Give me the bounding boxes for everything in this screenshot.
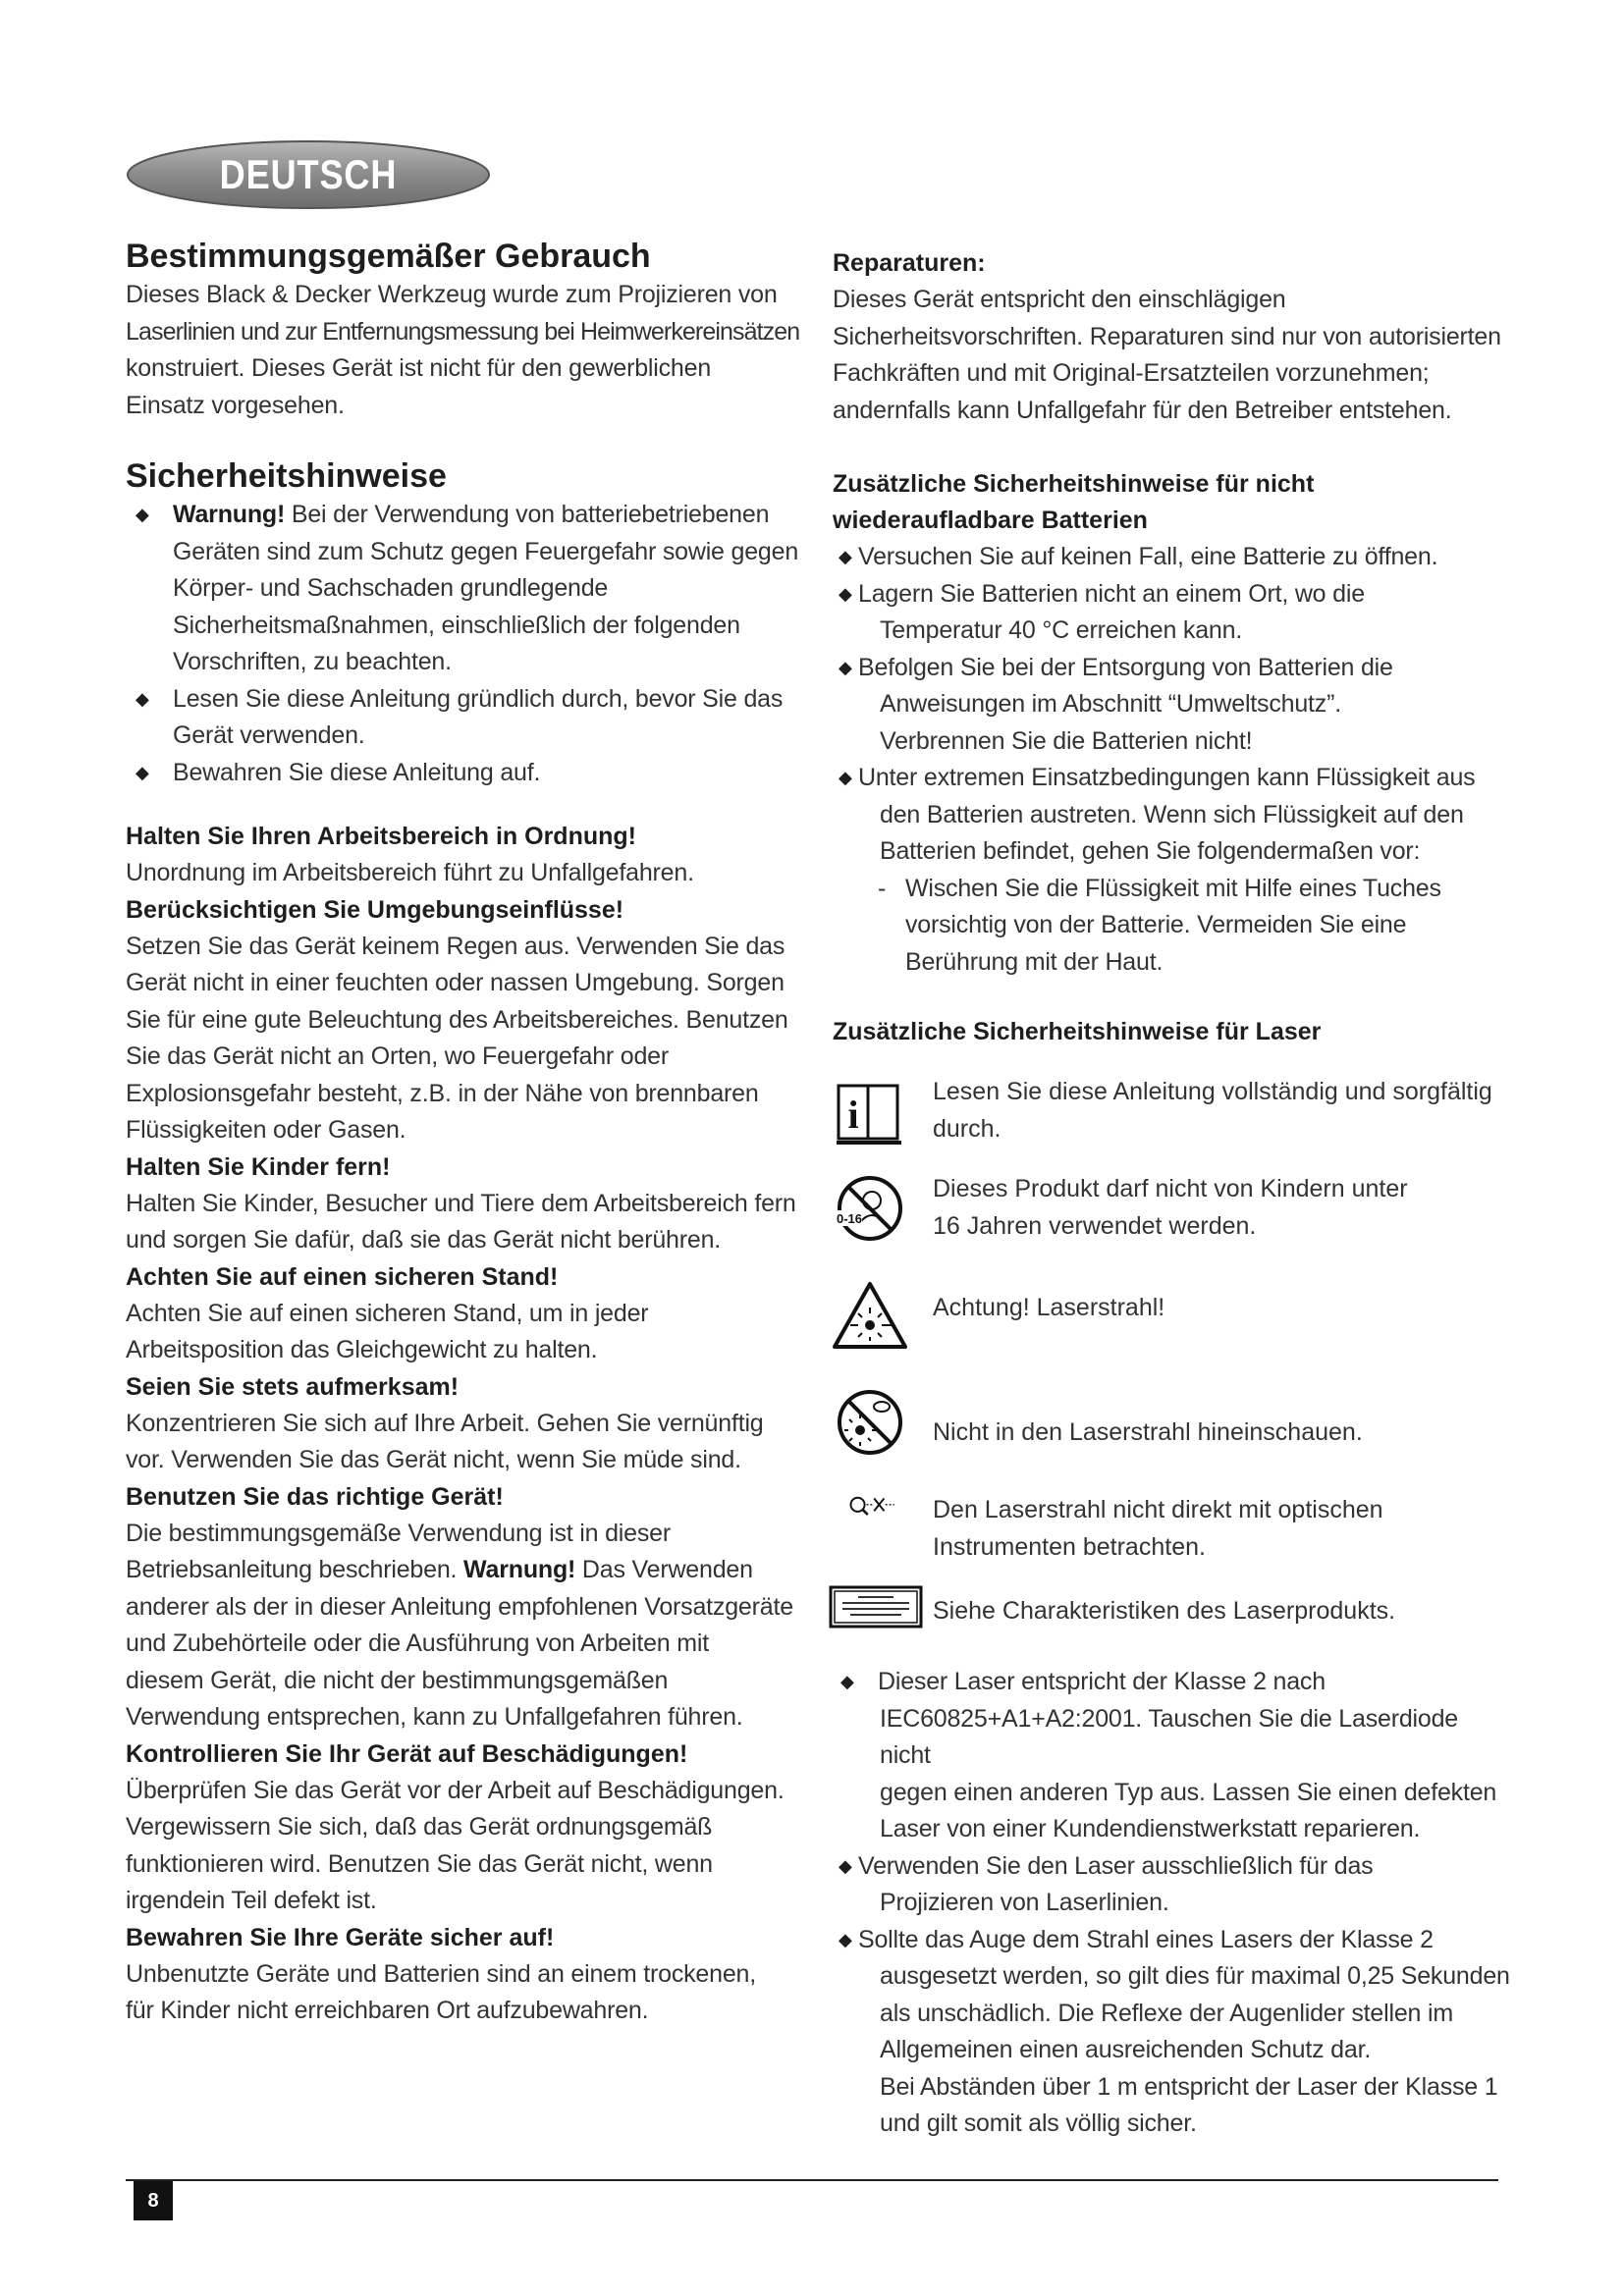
text-line: konstruiert. Dieses Gerät ist nicht für den gewerblichen (126, 354, 712, 382)
text-line: andernfalls kann Unfallgefahr für den Betreiber entstehen. (833, 396, 1452, 424)
section-heading: Benutzen Sie das richtige Gerät! (126, 1482, 504, 1511)
bullet-icon: ◆ (839, 583, 852, 604)
section-heading: Halten Sie Kinder fern! (126, 1152, 391, 1181)
laser-icon-row (833, 1579, 1510, 1638)
bullet-icon: ◆ (839, 657, 852, 677)
text-line: Dieses Black & Decker Werkzeug wurde zum Projizieren von (126, 281, 778, 308)
no-children-icon (833, 1171, 909, 1248)
text-line: Halten Sie Kinder, Besucher und Tiere dem Arbeitsbereich fern (126, 1189, 796, 1217)
laser-icon-row (833, 1492, 1510, 1566)
battery-bullet: ◆ Versuchen Sie auf keinen Fall, eine Batterie zu öffnen. (833, 539, 1510, 576)
text-line: Körper- und Sachschaden grundlegende (173, 574, 609, 602)
section-heading: Kontrollieren Sie Ihr Gerät auf Beschädigungen! (126, 1739, 688, 1768)
laser-warning-icon (833, 1278, 909, 1355)
section-heading: Bewahren Sie Ihre Geräte sicher auf! (126, 1923, 555, 1951)
laser-icon-row (833, 1385, 1510, 1459)
laser-icon-row (833, 1171, 1510, 1245)
battery-bullet: ◆ Lagern Sie Batterien nicht an einem Ort, wo die (833, 576, 1510, 614)
text-line: und sorgen Sie dafür, daß sie das Gerät nicht berühren. (126, 1226, 722, 1254)
text-line: Projizieren von Laserlinien. (880, 1889, 1169, 1916)
text-line: Vorschriften, zu beachten. (173, 648, 452, 675)
text-line: Allgemeinen einen ausreichenden Schutz dar. (880, 2036, 1372, 2063)
text-line: Überprüfen Sie das Gerät vor der Arbeit auf Beschädigungen. (126, 1776, 785, 1804)
bullet-icon: ◆ (839, 768, 852, 787)
icon-caption: Achtung! Laserstrahl! (933, 1294, 1165, 1321)
laser-bullet: ◆ Dieser Laser entspricht der Klasse 2 nach (833, 1664, 1510, 1701)
batteries-heading: Zusätzliche Sicherheitshinweise für nicht (833, 470, 1315, 498)
battery-bullet: ◆ Unter extremen Einsatzbedingungen kann Flüssigkeit aus (833, 760, 1510, 797)
text-line: Laser von einer Kundendienstwerkstatt reparieren. (880, 1815, 1421, 1842)
no-stare-icon (833, 1385, 909, 1462)
text-line: Verwendung entsprechen, kann zu Unfallgefahren führen. (126, 1703, 743, 1731)
svg-text:i: i (847, 1093, 859, 1137)
laser-bullet: ◆ Verwenden Sie den Laser ausschließlich für das (833, 1848, 1510, 1886)
bullet-icon: ◆ (839, 547, 852, 566)
icon-caption: Nicht in den Laserstrahl hineinschauen. (933, 1418, 1363, 1446)
read-bullet: ◆ Lesen Sie diese Anleitung gründlich durch, bevor Sie das (126, 681, 803, 719)
icon-caption: Lesen Sie diese Anleitung vollständig und sorgfältig durch. (933, 1078, 1492, 1143)
text-line: IEC60825+A1+A2:2001. Tauschen Sie die Laserdiode nicht (880, 1704, 1459, 1769)
text-line: Arbeitsposition das Gleichgewicht zu halten. (126, 1336, 598, 1363)
text-line: Explosionsgefahr besteht, z.B. in der Nähe von brennbaren (126, 1079, 759, 1107)
batteries-heading: wiederaufladbare Batterien (833, 507, 1148, 534)
laser-icon-row (833, 1278, 1510, 1352)
warning-label: Warnung! (173, 501, 286, 528)
text-line: diesem Gerät, die nicht der bestimmungsgemäßen (126, 1666, 669, 1694)
text-line: Fachkräften und mit Original-Ersatzteilen vorzunehmen; (833, 359, 1430, 387)
language-label: DEUTSCH (219, 151, 398, 197)
text-line: vor. Verwenden Sie das Gerät nicht, wenn Sie müde sind. (126, 1446, 741, 1473)
text-line: Dieses Gerät entspricht den einschlägigen (833, 286, 1286, 313)
text-line: Betriebsanleitung beschrieben. Warnung! Das Verwenden (126, 1556, 753, 1583)
icon-caption: Den Laserstrahl nicht direkt mit optischen Instrumenten betrachten. (933, 1496, 1383, 1561)
bullet-icon: ◆ (135, 688, 149, 709)
laser-bullet: ◆ Sollte das Auge dem Strahl eines Lasers der Klasse 2 (833, 1922, 1510, 1959)
text-line: anderer als der in dieser Anleitung empfohlenen Vorsatzgeräte (126, 1592, 793, 1621)
laser-icon-row (833, 1074, 1510, 1148)
text-line: Laserlinien und zur Entfernungsmessung bei Heimwerkereinsätzen (126, 317, 800, 346)
laser-heading: Zusätzliche Sicherheitshinweise für Laser (833, 1018, 1322, 1045)
keep-bullet: ◆ Bewahren Sie diese Anleitung auf. (126, 755, 803, 792)
text-line: Geräten sind zum Schutz gegen Feuergefahr sowie gegen (173, 537, 799, 565)
text-line: und gilt somit als völlig sicher. (880, 2109, 1197, 2137)
text-line: Unordnung im Arbeitsbereich führt zu Unfallgefahren. (126, 859, 694, 886)
page-number: 8 (134, 2181, 173, 2220)
bullet-icon: ◆ (840, 1672, 854, 1691)
text-line: irgendein Teil defekt ist. (126, 1887, 377, 1914)
text-line: Bei der Verwendung von batteriebetriebenen (285, 501, 770, 528)
text-line: Bei Abständen über 1 m entspricht der Laser der Klasse 1 (880, 2072, 1498, 2101)
text-line: Gerät verwenden. (173, 721, 365, 749)
text-line: Verbrennen Sie die Batterien nicht! (880, 726, 1253, 755)
text-line: als unschädlich. Die Reflexe der Augenlider stellen im (880, 1999, 1453, 2027)
laser-label-icon (829, 1583, 923, 1630)
svg-text:0-16: 0-16 (836, 1211, 863, 1226)
text-line: Sie für eine gute Beleuchtung des Arbeitsbereiches. Benutzen (126, 1005, 788, 1034)
text-line: funktionieren wird. Benutzen Sie das Gerät nicht, wenn (126, 1849, 713, 1878)
text-line: Gerät nicht in einer feuchten oder nassen Umgebung. Sorgen (126, 969, 785, 996)
icon-caption: Siehe Charakteristiken des Laserprodukts. (933, 1597, 1396, 1625)
repairs-heading: Reparaturen: (833, 249, 986, 277)
text-line: Sicherheitsvorschriften. Reparaturen sind nur von autorisierten (833, 322, 1501, 350)
manual-icon (833, 1074, 909, 1150)
dash-icon: - (878, 874, 887, 902)
text-line: Achten Sie auf einen sicheren Stand, um in jeder (126, 1299, 649, 1327)
text-line: Vergewissern Sie sich, daß das Gerät ordnungsgemäß (126, 1813, 713, 1841)
text-line: Sie das Gerät nicht an Orten, wo Feuergefahr oder (126, 1042, 670, 1070)
warning-label: Warnung! (463, 1556, 576, 1583)
text-line: Sicherheitsmaßnahmen, einschließlich der folgenden (173, 611, 740, 639)
text-line: ausgesetzt werden, so gilt dies für maximal 0,25 Sekunden (880, 1962, 1510, 1990)
warning-bullet (126, 497, 803, 534)
text-line: vorsichtig von der Batterie. Vermeiden Sie eine (905, 911, 1407, 938)
no-optics-icon (833, 1492, 909, 1541)
bullet-icon: ◆ (135, 762, 149, 782)
section-heading: Berücksichtigen Sie Umgebungseinflüsse! (126, 895, 624, 924)
section-heading: Seien Sie stets aufmerksam! (126, 1372, 460, 1401)
text-line: Die bestimmungsgemäße Verwendung ist in dieser (126, 1519, 671, 1547)
text-line: den Batterien austreten. Wenn sich Flüssigkeit auf den (880, 800, 1464, 828)
intended-use-heading: Bestimmungsgemäßer Gebrauch (126, 238, 651, 275)
left-column (126, 236, 803, 2030)
text-line: Temperatur 40 °C erreichen kann. (880, 616, 1243, 644)
text-line: Anweisungen im Abschnitt “Umweltschutz”. (880, 690, 1341, 718)
language-badge (126, 139, 491, 210)
bullet-icon: ◆ (135, 505, 149, 524)
section-heading: Achten Sie auf einen sicheren Stand! (126, 1262, 559, 1291)
text-line: Flüssigkeiten oder Gasen. (126, 1116, 406, 1144)
text-line: Einsatz vorgesehen. (126, 391, 345, 419)
text-line: Konzentrieren Sie sich auf Ihre Arbeit. Gehen Sie vernünftig (126, 1409, 764, 1437)
bullet-icon: ◆ (839, 1929, 852, 1949)
icon-caption: Dieses Produkt darf nicht von Kindern unter 16 Jahren verwendet werden. (933, 1175, 1408, 1240)
battery-bullet: ◆ Befolgen Sie bei der Entsorgung von Batterien die (833, 650, 1510, 687)
text-line: für Kinder nicht erreichbaren Ort aufzubewahren. (126, 1997, 649, 2024)
safety-heading: Sicherheitshinweise (126, 457, 447, 495)
right-column (833, 245, 1510, 2143)
footer-rule (126, 2179, 1498, 2181)
text-line: gegen einen anderen Typ aus. Lassen Sie einen defekten (880, 1778, 1497, 1806)
bullet-icon: ◆ (839, 1855, 852, 1876)
text-line: Berührung mit der Haut. (905, 947, 1164, 976)
sub-bullet: - Wischen Sie die Flüssigkeit mit Hilfe eines Tuches (833, 871, 1510, 908)
text-line: und Zubehörteile oder die Ausführung von Arbeiten mit (126, 1629, 709, 1657)
section-heading: Halten Sie Ihren Arbeitsbereich in Ordnung! (126, 823, 636, 850)
text-line: Unbenutzte Geräte und Batterien sind an einem trockenen, (126, 1959, 756, 1988)
text-line: Batterien befindet, gehen Sie folgendermaßen vor: (880, 837, 1421, 865)
text-line: Setzen Sie das Gerät keinem Regen aus. Verwenden Sie das (126, 932, 785, 960)
